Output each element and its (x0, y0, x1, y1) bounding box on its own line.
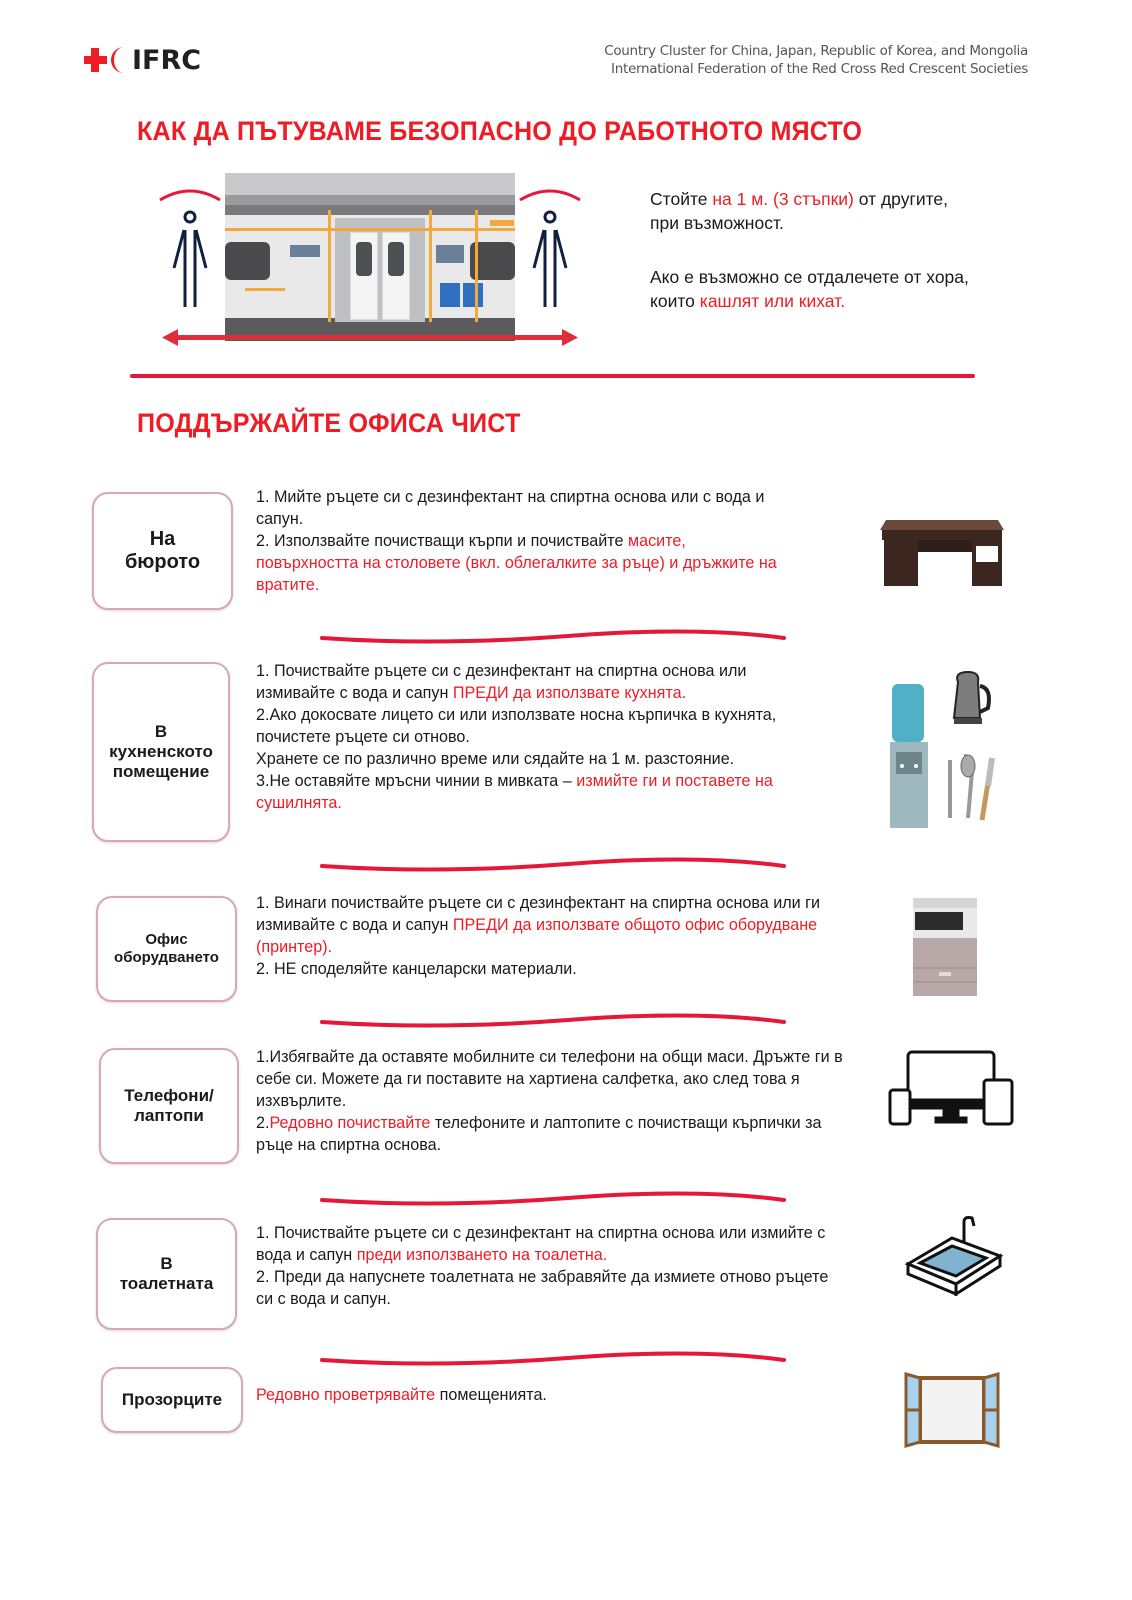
ifrc-logo (84, 44, 201, 76)
highlighted-text: измийте ги и поставете на сушилнята. (256, 771, 773, 812)
logo-text: IFRC (132, 44, 202, 76)
instruction-line (256, 1112, 845, 1156)
sink-icon (904, 1216, 1004, 1296)
instruction-text: 1. Почиствайте ръцете си с дезинфектант на спиртна основа или измийте с вода и сапун (256, 1223, 826, 1264)
highlighted-text: Редовно почиствайте (269, 1113, 431, 1132)
instruction-line (256, 660, 817, 704)
devices-icon (888, 1048, 1016, 1128)
category-label-line: В (154, 722, 168, 741)
instruction-line (256, 748, 817, 770)
travel-advice-distance: Стойте на 1 м. (3 стъпки) от другите, при възможност. (650, 189, 949, 233)
category-instructions (256, 1384, 826, 1406)
wavy-divider (318, 1348, 788, 1368)
category-label-line: кухненското (109, 742, 213, 761)
printer-icon (905, 890, 985, 1002)
org-line-1: Country Cluster for China, Japan, Republic of Korea, and Mongolia (604, 43, 1028, 59)
highlighted-text: ПРЕДИ да използвате кухнята. (452, 683, 687, 702)
category-label-box (92, 492, 233, 610)
category-label-line: лаптопи (134, 1106, 204, 1125)
wavy-divider (318, 626, 788, 646)
category-label-line: Прозорците (121, 1390, 223, 1409)
instruction-line (256, 1384, 826, 1406)
kitchen-icon (884, 668, 1014, 830)
category-instructions (256, 892, 826, 980)
instruction-line (256, 958, 826, 980)
instruction-line (256, 770, 817, 814)
instruction-text: 2. Преди да напуснете тоалетната не забравяйте да измиете отново ръцете си с вода и сапун. (256, 1267, 829, 1308)
highlighted-text: ПРЕДИ да използвате общото офис оборудване (принтер). (256, 915, 818, 956)
instruction-text: помещенията. (435, 1385, 547, 1404)
instruction-line (256, 892, 826, 958)
instruction-text: 3.Не оставяйте мръсни чинии в мивката – (256, 771, 577, 790)
category-label-line: В (160, 1254, 173, 1273)
instruction-text: Хранете се по различно време или сядайте на 1 м. разстояние. (256, 749, 735, 768)
travel-section-title: КАК ДА ПЪТУВАМЕ БЕЗОПАСНО ДО РАБОТНОТО МЯСТО (137, 116, 863, 146)
instruction-line (256, 530, 788, 596)
category-instructions (256, 1046, 845, 1156)
category-label-line: бюрото (124, 551, 201, 573)
category-label-line: помещение (112, 762, 210, 781)
category-label-box (96, 896, 237, 1002)
office-section-title: ПОДДЪРЖАЙТЕ ОФИСА ЧИСТ (137, 408, 521, 438)
section-divider (130, 374, 975, 378)
instruction-text: 1.Избягвайте да оставяте мобилните си телефони на общи маси. Дръжте ги в себе си. Можете да ги поставите на хартиена салфетка, ако след това я изхвърлите. (256, 1047, 843, 1110)
instruction-text: 2.Ако докосвате лицето си или използвате носна кърпичка в кухнята, почистете ръцете си отново. (256, 705, 777, 746)
highlighted-text: Редовно проветрявайте (256, 1385, 436, 1404)
person-right-icon (520, 191, 580, 307)
instruction-text: 2. НЕ споделяйте канцеларски материали. (256, 959, 577, 978)
red-cross-crescent-icon (84, 44, 130, 76)
category-label-line: Офис (145, 931, 188, 948)
instruction-line (256, 486, 788, 530)
train-interior-image (225, 173, 515, 341)
category-label-line: На (149, 528, 176, 550)
instruction-line (256, 1046, 845, 1112)
category-label-line: оборудването (114, 949, 219, 966)
wavy-divider (318, 1010, 788, 1030)
person-left-icon (160, 191, 220, 307)
instruction-line (256, 1266, 845, 1310)
instruction-text: 2. Използвайте почистващи кърпи и почиствайте (256, 531, 628, 550)
category-label-line: тоалетната (119, 1274, 214, 1293)
instruction-text: 2. (256, 1113, 270, 1132)
highlighted-text: преди използването на тоалетна. (356, 1245, 608, 1264)
category-instructions (256, 660, 817, 814)
window-icon (902, 1372, 1002, 1448)
category-label-box (92, 662, 230, 842)
category-label-box (96, 1218, 237, 1330)
wavy-divider (318, 854, 788, 874)
instruction-line (256, 1222, 845, 1266)
travel-advice-avoid-coughing: Ако е възможно се отдалечете от хора, които кашлят или кихат. (650, 267, 969, 311)
category-instructions (256, 1222, 845, 1310)
instruction-text: 1. Почиствайте ръцете си с дезинфектант на спиртна основа или измивайте с вода и сапун (256, 661, 747, 702)
category-label-line: Телефони/ (124, 1086, 214, 1105)
instruction-text: 1. Винаги почиствайте ръцете си с дезинфектант на спиртна основа или ги измивайте с вода и сапун (256, 893, 821, 934)
instruction-text: телефоните и лаптопите с почистващи кърпички за ръце на спиртна основа. (256, 1113, 822, 1154)
subway-distancing-illustration (150, 170, 600, 348)
category-label-box (99, 1048, 239, 1164)
desk-icon (872, 500, 1012, 590)
travel-advice (650, 187, 980, 343)
organization-info (604, 42, 1028, 78)
category-instructions (256, 486, 788, 596)
category-label-box (101, 1367, 243, 1433)
org-line-2: International Federation of the Red Cross Red Crescent Societies (611, 61, 1028, 77)
highlighted-text: масите, повърхността на столовете (вкл. облегалките за ръце) и дръжките на вратите. (256, 531, 777, 594)
wavy-divider (318, 1188, 788, 1208)
instruction-line (256, 704, 817, 748)
instruction-text: 1. Мийте ръцете си с дезинфектант на спиртна основа или с вода и сапун. (256, 487, 765, 528)
